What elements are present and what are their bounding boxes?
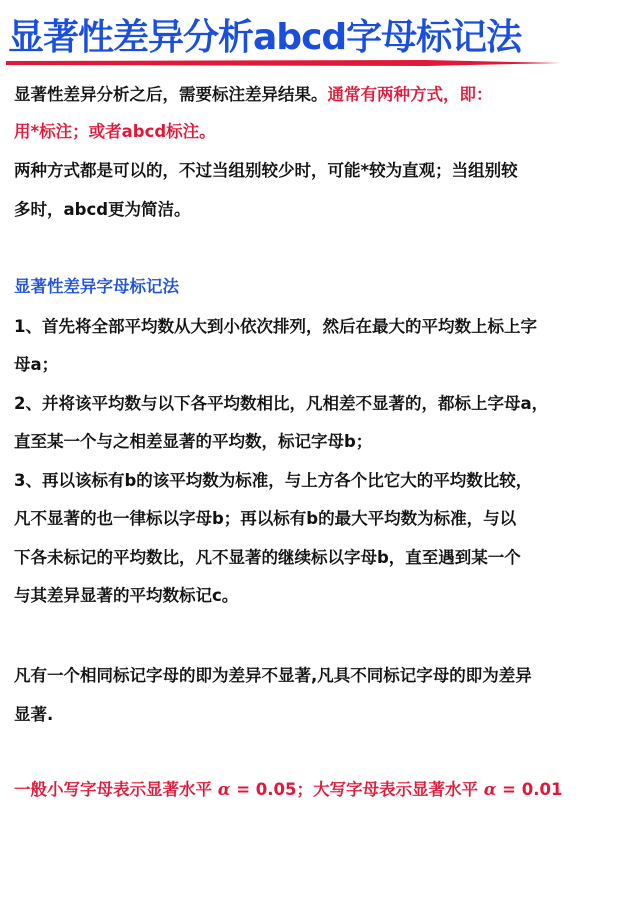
step-line: 与其差异显著的平均数标记c。 xyxy=(14,586,239,605)
alpha-symbol: α xyxy=(483,780,497,799)
step-line: 凡不显著的也一律标以字母b；再以标有b的最大平均数为标准，与以 xyxy=(14,509,517,528)
step-line: 下各未标记的平均数比，凡不显著的继续标以字母b，直至遇到某一个 xyxy=(14,548,521,567)
footnote-text: = 0.05；大写字母表示显著水平 xyxy=(230,780,478,799)
step-line: 2、并将该平均数与以下各平均数相比，凡相差不显著的，都标上字母a， xyxy=(14,394,549,413)
intro-line-1 xyxy=(14,84,493,106)
step-line: 直至某一个与之相差显著的平均数，标记字母b； xyxy=(14,432,373,451)
step-line: 3、再以该标有b的该平均数为标准，与上方各个比它大的平均数比较， xyxy=(14,471,533,490)
conclusion-line-1: 凡有一个相同标记字母的即为差异不显著,凡具不同标记字母的即为差异 xyxy=(14,666,532,685)
step-line: 母a； xyxy=(14,355,59,374)
intro-line-4: 多时，abcd更为简洁。 xyxy=(14,200,191,219)
footnote xyxy=(14,779,562,801)
page-title: 显著性差异分析abcd字母标记法 xyxy=(8,17,522,58)
footnote-text: = 0.01 xyxy=(496,780,563,799)
alpha-symbol: α xyxy=(217,780,231,799)
title-underline xyxy=(6,58,566,68)
step-line: 1、首先将全部平均数从大到小依次排列，然后在最大的平均数上标上字 xyxy=(14,317,537,336)
intro-highlight: 通常有两种方式，即： xyxy=(327,85,493,104)
footnote-text: 一般小写字母表示显著水平 xyxy=(14,780,212,799)
intro-line-2: 用*标注；或者abcd标注。 xyxy=(14,122,216,141)
intro-line-3: 两种方式都是可以的，不过当组别较少时，可能*较为直观；当组别较 xyxy=(14,161,518,180)
section-heading: 显著性差异字母标记法 xyxy=(14,277,179,296)
intro-text: 显著性差异分析之后，需要标注差异结果。 xyxy=(14,85,328,104)
conclusion-line-2: 显著. xyxy=(14,705,54,724)
underline-stroke xyxy=(6,60,561,66)
